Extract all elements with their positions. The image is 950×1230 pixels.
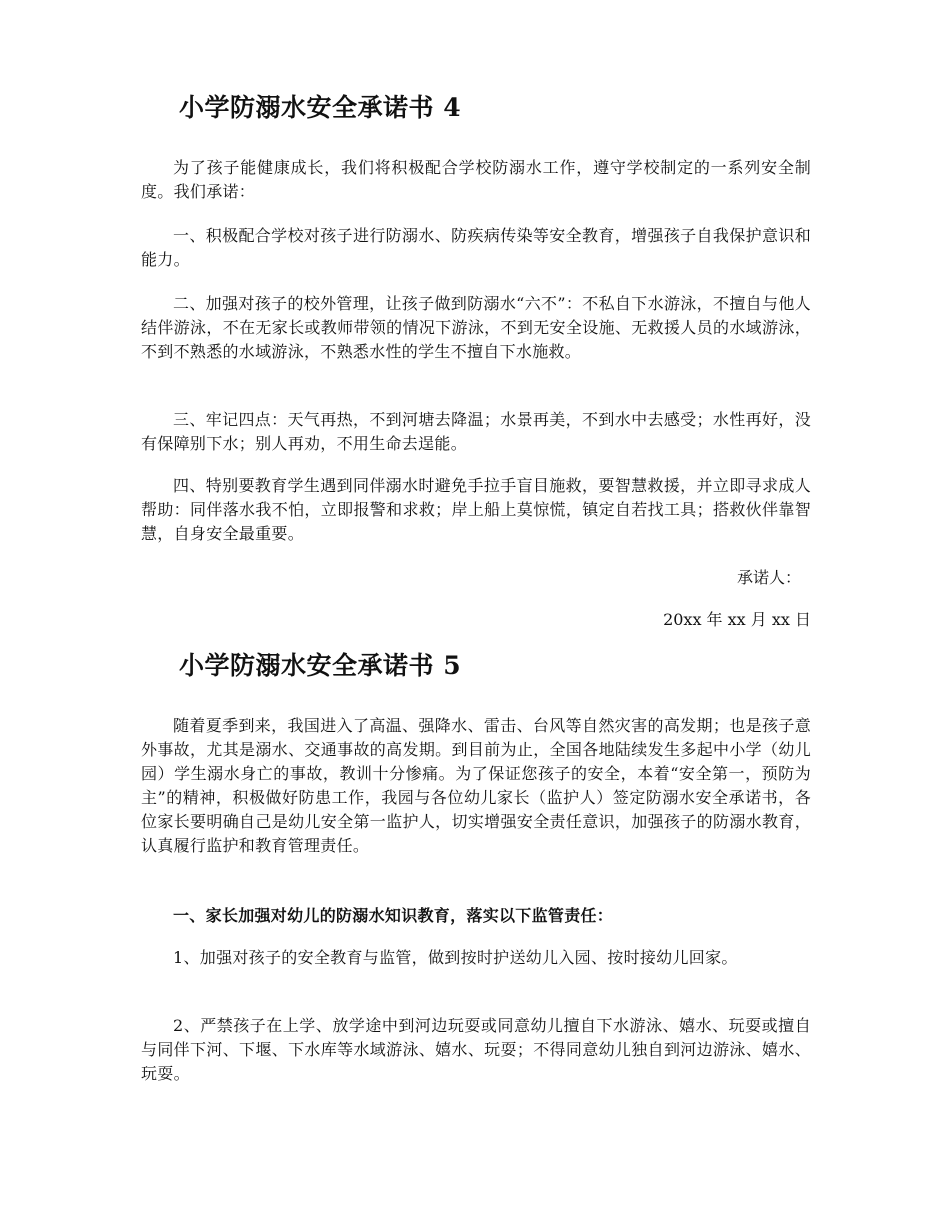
signer-label: 承诺人： [736,568,801,587]
section-4-item-3: 三、牢记四点：天气再热，不到河塘去降温；水景再美，不到水中去感受；水性再好，没有保障别下水；别人再劝，不用生命去逞能。 [141,410,811,453]
section-4-item-1: 一、积极配合学校对孩子进行防溺水、防疾病传染等安全教育，增强孩子自我保护意识和能力。 [141,226,811,269]
section-5-intro: 随着夏季到来，我国进入了高温、强降水、雷击、台风等自然灾害的高发期；也是孩子意外事故，尤其是溺水、交通事故的高发期。到目前为止，全国各地陆续发生多起中小学（幼儿园）学生溺水身亡的事故，教训十分惨痛。为了保证您孩子的安全，本着“安全第一，预防为主”的精神，积极做好防患工作，我园与各位幼儿家长（监护人）签定防溺水安全承诺书，各位家长要明确自己是幼儿安全第一监护人，切实增强安全责任意识，加强孩子的防溺水教育，认真履行监护和教育管理责任。 [141,716,811,855]
section-4-item-2: 二、加强对孩子的校外管理，让孩子做到防溺水“六不”：不私自下水游泳，不擅自与他人结伴游泳，不在无家长或教师带领的情况下游泳，不到无安全设施、无救援人员的水域游泳，不到不熟悉的水域游泳，不熟悉水性的学生不擅自下水施救。 [141,294,811,361]
section-5-item-1: 1、加强对孩子的安全教育与监管，做到按时护送幼儿入园、按时接幼儿回家。 [173,948,738,967]
section-5-title: 小学防溺水安全承诺书 5 [179,651,462,680]
section-4-intro: 为了孩子能健康成长，我们将积极配合学校防溺水工作，遵守学校制定的一系列安全制度。我们承诺： [141,158,811,201]
section-4-title: 小学防溺水安全承诺书 4 [179,93,462,122]
section-5-item-2: 2、严禁孩子在上学、放学途中到河边玩耍或同意幼儿擅自下水游泳、嬉水、玩耍或擅自与同伴下河、下堰、下水库等水域游泳、嬉水、玩耍；不得同意幼儿独自到河边游泳、嬉水、玩耍。 [141,1016,811,1083]
section-4-item-4: 四、特别要教育学生遇到同伴溺水时避免手拉手盲目施救，要智慧救援，并立即寻求成人帮助：同伴落水我不怕，立即报警和求救；岸上船上莫惊慌，镇定自若找工具；搭救伙伴靠智慧，自身安全最重要。 [141,476,811,543]
section-5-heading-1: 一、家长加强对幼儿的防溺水知识教育，落实以下监管责任： [173,906,614,925]
signing-date: 20xx 年 xx 月 xx 日 [663,610,811,629]
